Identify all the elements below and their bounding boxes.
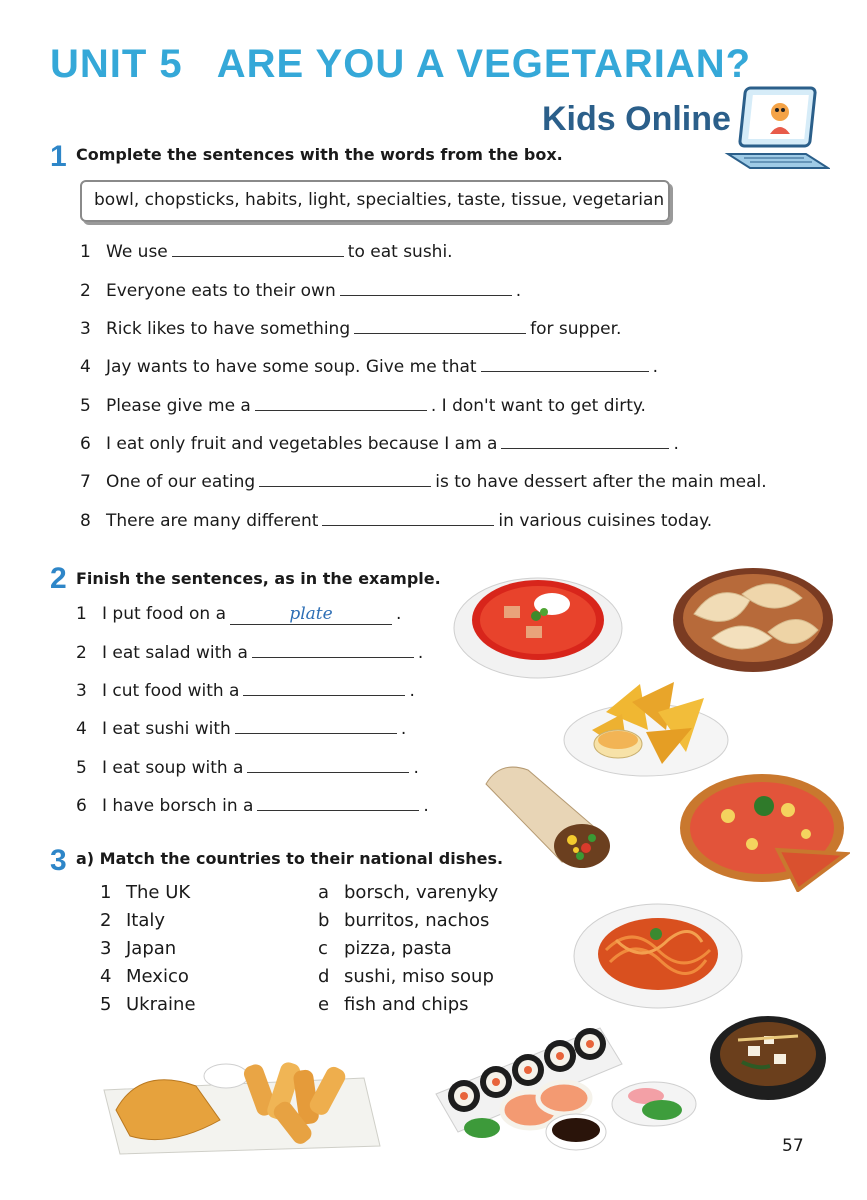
answer-blank[interactable] — [257, 795, 419, 811]
answer-blank[interactable] — [235, 718, 397, 734]
answer-blank[interactable] — [255, 395, 427, 411]
pizza-photo — [678, 770, 850, 892]
dish-item[interactable]: e fish and chips — [318, 994, 469, 1015]
ex1-sentence: 8 There are many different in various cuisines today. — [80, 511, 713, 531]
borsch-photo — [452, 568, 624, 680]
exercise-3-number: 3 — [50, 844, 67, 877]
dish-item[interactable]: d sushi, miso soup — [318, 966, 494, 987]
country-item[interactable]: 5 Ukraine — [100, 994, 196, 1015]
sushi-photo — [430, 1024, 700, 1156]
ex2-sentence: 4 I eat sushi with . — [76, 719, 407, 739]
brand-logo: Kids Online — [542, 100, 731, 138]
ex1-sentence: 2 Everyone eats to their own . — [80, 281, 522, 301]
unit-label: UNIT 5 — [50, 42, 183, 86]
ex1-sentence: 6 I eat only fruit and vegetables because I am a . — [80, 434, 679, 454]
miso-soup-photo — [708, 1010, 828, 1106]
exercise-1-instruction: Complete the sentences with the words from the box. — [76, 145, 563, 164]
dish-item[interactable]: b burritos, nachos — [318, 910, 490, 931]
ex1-sentence: 5 Please give me a . I don't want to get dirty. — [80, 396, 646, 416]
country-item[interactable]: 3 Japan — [100, 938, 177, 959]
ex1-sentence: 3 Rick likes to have something for supper. — [80, 319, 622, 339]
ex2-sentence: 6 I have borsch in a . — [76, 796, 429, 816]
answer-blank[interactable] — [322, 510, 494, 526]
dish-item[interactable]: c pizza, pasta — [318, 938, 452, 959]
dish-item[interactable]: a borsch, varenyky — [318, 882, 499, 903]
exercise-2-instruction: Finish the sentences, as in the example. — [76, 569, 441, 588]
example-answer: plate — [230, 604, 392, 625]
exercise-1-number: 1 — [50, 140, 67, 173]
exercise-3-instruction: a) Match the countries to their national dishes. — [76, 849, 504, 868]
ex1-sentence: 1 We use to eat sushi. — [80, 242, 453, 262]
country-item[interactable]: 2 Italy — [100, 910, 166, 931]
laptop-icon — [724, 84, 830, 170]
unit-heading: ARE YOU A VEGETARIAN? — [216, 42, 752, 86]
exercise-2-number: 2 — [50, 562, 67, 595]
country-item[interactable]: 1 The UK — [100, 882, 191, 903]
country-item[interactable]: 4 Mexico — [100, 966, 189, 987]
answer-blank[interactable] — [243, 680, 405, 696]
varenyky-photo — [672, 564, 834, 674]
fish-and-chips-photo — [100, 1050, 382, 1156]
answer-blank[interactable] — [247, 757, 409, 773]
unit-title — [50, 42, 751, 87]
word-box: bowl, chopsticks, habits, light, specialties, taste, tissue, vegetarian — [80, 180, 670, 222]
answer-blank[interactable] — [354, 318, 526, 334]
ex1-sentence: 4 Jay wants to have some soup. Give me that . — [80, 357, 658, 377]
pasta-photo — [572, 900, 744, 1012]
answer-blank[interactable] — [252, 642, 414, 658]
answer-blank[interactable] — [172, 241, 344, 257]
ex2-sentence: 1 I put food on a plate . — [76, 604, 402, 624]
burrito-photo — [480, 756, 616, 872]
ex2-sentence: 5 I eat soup with a . — [76, 758, 419, 778]
answer-blank[interactable] — [501, 433, 669, 449]
answer-blank[interactable] — [259, 471, 431, 487]
page-number: 57 — [782, 1136, 804, 1156]
ex2-sentence: 3 I cut food with a . — [76, 681, 415, 701]
answer-blank[interactable] — [481, 356, 649, 372]
ex1-sentence: 7 One of our eating is to have dessert after the main meal. — [80, 472, 767, 492]
ex2-sentence: 2 I eat salad with a . — [76, 643, 424, 663]
answer-blank[interactable] — [340, 280, 512, 296]
